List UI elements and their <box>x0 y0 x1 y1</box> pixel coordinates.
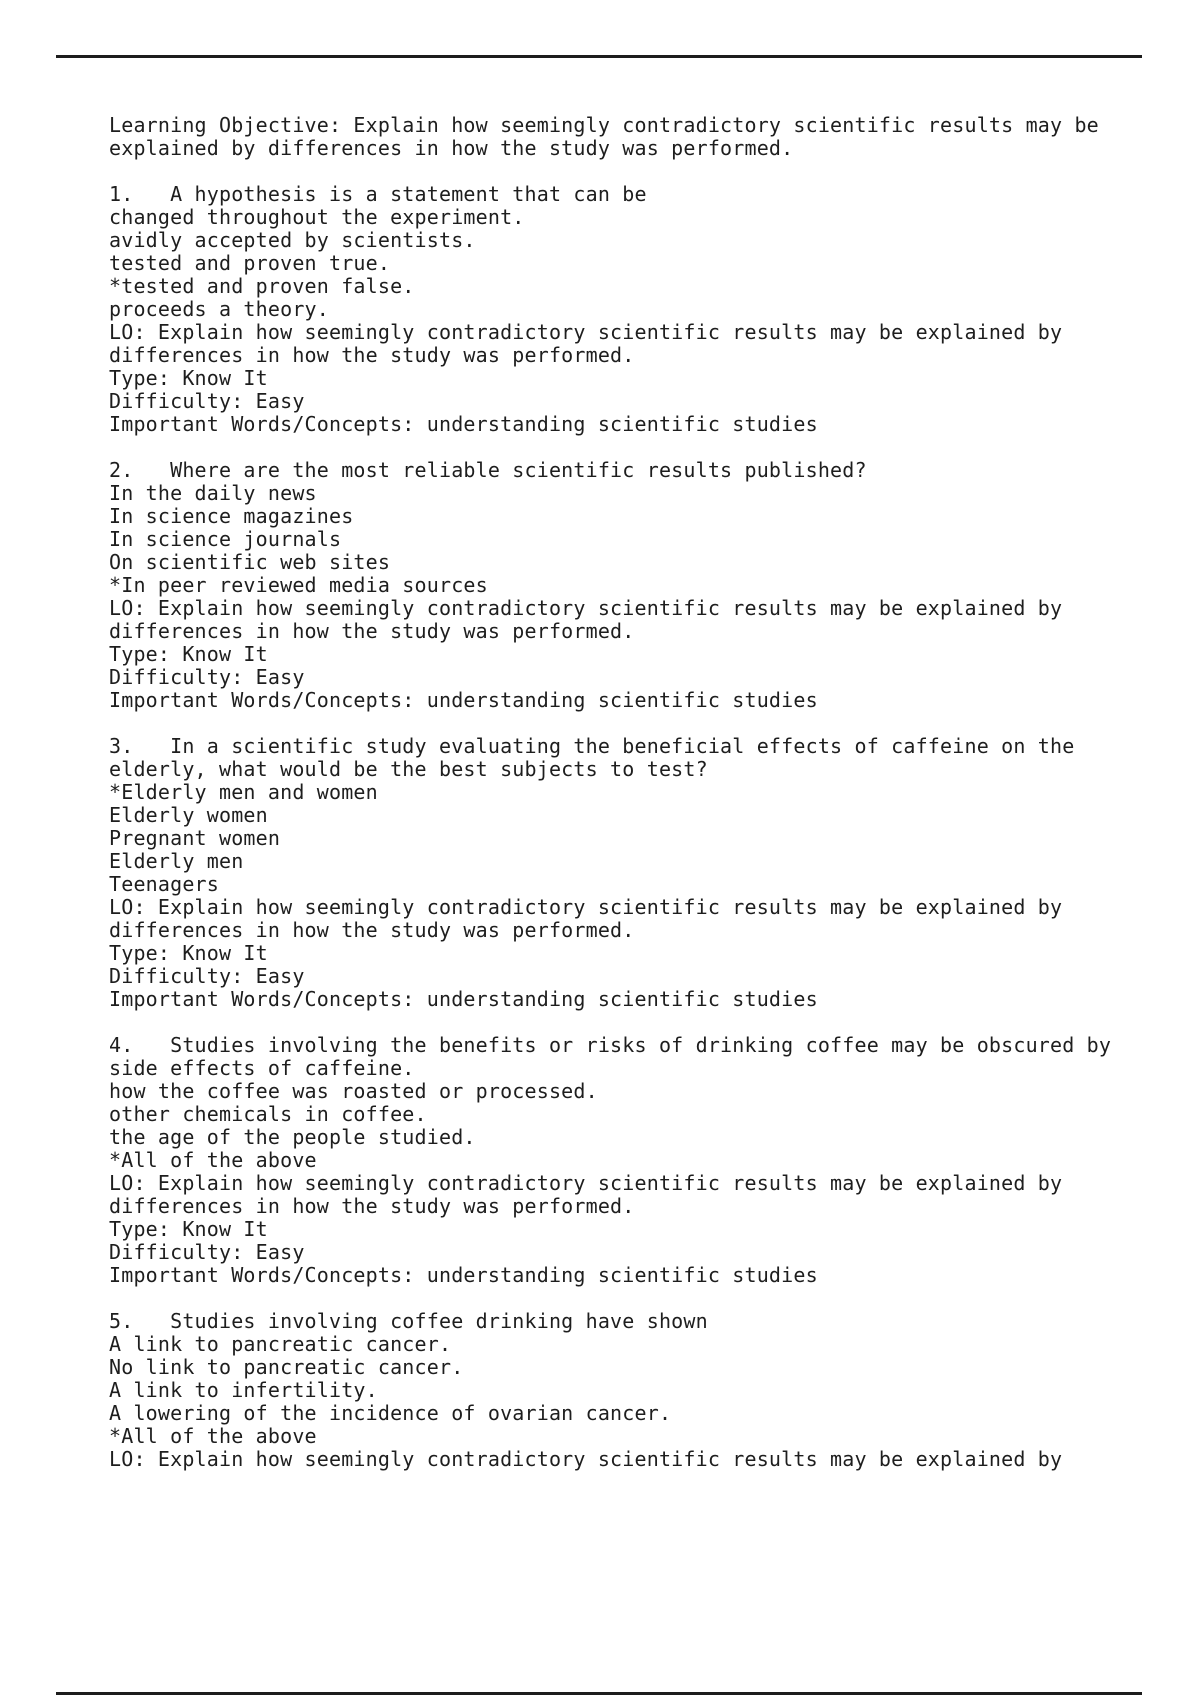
text-line: Type: Know It <box>109 1217 268 1241</box>
text-line: side effects of caffeine. <box>109 1056 415 1080</box>
text-line: A lowering of the incidence of ovarian cancer. <box>109 1401 672 1425</box>
text-line: LO: Explain how seemingly contradictory scientific results may be explained by <box>109 596 1063 620</box>
text-line: In science magazines <box>109 504 354 528</box>
text-line: Important Words/Concepts: understanding scientific studies <box>109 688 818 712</box>
text-line: Important Words/Concepts: understanding scientific studies <box>109 987 818 1011</box>
top-rule <box>56 55 1142 58</box>
text-line: A link to pancreatic cancer. <box>109 1332 452 1356</box>
text-line: Important Words/Concepts: understanding scientific studies <box>109 412 818 436</box>
text-line: the age of the people studied. <box>109 1125 476 1149</box>
text-line: Type: Know It <box>109 366 268 390</box>
text-line: proceeds a theory. <box>109 297 329 321</box>
text-line: other chemicals in coffee. <box>109 1102 427 1126</box>
text-line: *In peer reviewed media sources <box>109 573 488 597</box>
text-line: Type: Know It <box>109 941 268 965</box>
blank-line <box>109 160 1149 183</box>
text-line: Teenagers <box>109 872 219 896</box>
text-line: changed throughout the experiment. <box>109 205 525 229</box>
text-line: 4. Studies involving the benefits or risks of drinking coffee may be obscured by <box>109 1033 1112 1057</box>
text-line: explained by differences in how the study was performed. <box>109 136 794 160</box>
text-line: differences in how the study was performed. <box>109 343 635 367</box>
text-line: LO: Explain how seemingly contradictory scientific results may be explained by <box>109 1171 1063 1195</box>
text-line: *Elderly men and women <box>109 780 378 804</box>
text-line: Difficulty: Easy <box>109 964 305 988</box>
text-line: Learning Objective: Explain how seemingly contradictory scientific results may be <box>109 113 1099 137</box>
text-line: LO: Explain how seemingly contradictory scientific results may be explained by <box>109 895 1063 919</box>
text-line: how the coffee was roasted or processed. <box>109 1079 598 1103</box>
text-line: Type: Know It <box>109 642 268 666</box>
blank-line <box>109 1287 1149 1310</box>
text-line: *All of the above <box>109 1424 317 1448</box>
text-line: LO: Explain how seemingly contradictory scientific results may be explained by <box>109 1447 1063 1471</box>
text-line: 5. Studies involving coffee drinking have shown <box>109 1309 708 1333</box>
question-block-3 <box>109 735 1149 1011</box>
blank-line <box>109 712 1149 735</box>
bottom-rule <box>56 1692 1142 1695</box>
text-line: 3. In a scientific study evaluating the beneficial effects of caffeine on the <box>109 734 1075 758</box>
text-line: 2. Where are the most reliable scientific results published? <box>109 458 867 482</box>
text-line: elderly, what would be the best subjects to test? <box>109 757 708 781</box>
text-line: 1. A hypothesis is a statement that can be <box>109 182 647 206</box>
text-line: Difficulty: Easy <box>109 1240 305 1264</box>
text-line: Difficulty: Easy <box>109 665 305 689</box>
text-line: Elderly women <box>109 803 268 827</box>
question-block-4 <box>109 1034 1149 1287</box>
question-block-1 <box>109 183 1149 436</box>
text-line: In the daily news <box>109 481 317 505</box>
text-line: No link to pancreatic cancer. <box>109 1355 464 1379</box>
text-line: *tested and proven false. <box>109 274 415 298</box>
text-line: LO: Explain how seemingly contradictory scientific results may be explained by <box>109 320 1063 344</box>
blank-line <box>109 436 1149 459</box>
text-line: Elderly men <box>109 849 244 873</box>
text-line: differences in how the study was performed. <box>109 619 635 643</box>
document-content <box>109 114 1149 1471</box>
text-line: A link to infertility. <box>109 1378 378 1402</box>
learning-objective <box>109 114 1149 160</box>
question-block-5 <box>109 1310 1149 1471</box>
text-line: Pregnant women <box>109 826 281 850</box>
text-line: Difficulty: Easy <box>109 389 305 413</box>
blank-line <box>109 1011 1149 1034</box>
text-line: In science journals <box>109 527 342 551</box>
text-line: differences in how the study was performed. <box>109 918 635 942</box>
text-line: Important Words/Concepts: understanding scientific studies <box>109 1263 818 1287</box>
text-line: On scientific web sites <box>109 550 391 574</box>
text-line: *All of the above <box>109 1148 317 1172</box>
text-line: tested and proven true. <box>109 251 391 275</box>
question-block-2 <box>109 459 1149 712</box>
text-line: differences in how the study was performed. <box>109 1194 635 1218</box>
text-line: avidly accepted by scientists. <box>109 228 476 252</box>
